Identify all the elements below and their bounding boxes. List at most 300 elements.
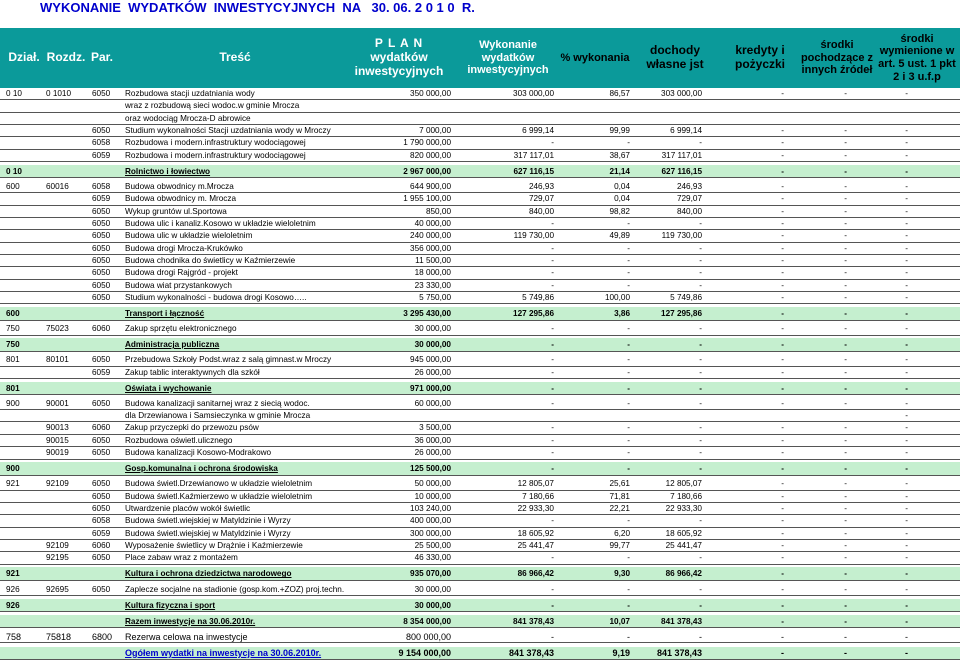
cell-plan: 30 000,00 [414,584,451,594]
cell-procent: - [627,280,630,290]
summary-row [0,307,960,321]
cell-procent: 38,67 [609,150,630,160]
cell-kredyty: - [781,340,784,350]
cell-kredyty: - [781,516,784,526]
cell-srodki-art: - [905,367,908,377]
cell-srodki-inne: - [844,280,847,290]
cell-wykonanie: - [551,340,554,350]
cell-srodki-art: - [905,231,908,241]
cell-plan: 356 000,00 [410,243,451,253]
cell-srodki-inne: - [844,126,847,136]
header-srodki-inne: środki pochodzące z innych źródeł [800,39,874,77]
cell-srodki-art: - [905,340,908,350]
cell-kredyty: - [781,324,784,334]
cell-tresc: Administracja publiczna [125,340,220,350]
cell-srodki-art: - [905,355,908,365]
cell-dzial: 900 [6,398,20,408]
cell-tresc: Budowa drogi Mrocza-Krukówko [125,243,243,253]
cell-srodki-inne: - [844,309,847,319]
cell-srodki-art: - [905,89,908,98]
cell-wykonanie: - [551,138,554,148]
cell-srodki-art: - [905,435,908,445]
cell-plan: 50 000,00 [414,479,451,489]
cell-plan: 7 000,00 [419,126,451,136]
table-row [0,280,960,292]
cell-srodki-art: - [905,150,908,160]
cell-plan: 11 500,00 [415,256,451,265]
table-row [0,447,960,459]
summary-row [0,165,960,179]
cell-plan: 30 000,00 [414,600,451,610]
cell-par: 6050 [92,398,111,408]
cell-kredyty: - [781,293,784,303]
cell-srodki-art: - [905,194,908,204]
cell-srodki-art: - [905,569,908,579]
header-srodki-art: środki wymienione w art. 5 ust. 1 pkt 2 i 3 u.f.p [878,32,956,83]
cell-procent: - [627,584,630,594]
cell-srodki-art: - [905,206,908,216]
cell-dzial: 926 [6,584,20,594]
cell-tresc: Wykup gruntów ul.Sportowa [125,206,227,216]
header-dzial: Dział. [8,50,40,65]
cell-srodki-inne: - [844,398,847,408]
cell-plan: 125 500,00 [410,464,451,474]
cell-plan: 40 000,00 [414,219,451,228]
cell-procent: - [627,631,630,642]
cell-srodki-inne: - [844,340,847,350]
cell-plan: 3 295 430,00 [403,309,451,319]
cell-plan: 26 000,00 [414,448,451,458]
cell-wykonanie: - [551,584,554,594]
cell-wykonanie: 627 116,15 [513,166,554,176]
cell-par: 6050 [92,89,111,98]
cell-srodki-inne: - [844,541,847,550]
cell-srodki-inne: - [844,231,847,241]
cell-par: 6050 [92,219,111,228]
cell-par: 6059 [92,367,111,377]
cell-dochody: - [699,243,702,253]
cell-srodki-inne: - [844,435,847,445]
cell-dochody: 841 378,43 [661,616,702,626]
cell-kredyty: - [781,355,784,365]
table-row [0,243,960,255]
cell-rozdz: 90013 [46,423,69,433]
cell-kredyty: - [781,491,784,501]
cell-srodki-art: - [905,528,908,538]
cell-dochody: - [699,340,702,350]
cell-srodki-art: - [905,309,908,319]
cell-kredyty: - [781,256,784,265]
cell-tresc: Kultura fizyczna i sport [125,600,216,610]
cell-dochody: 317 117,01 [661,150,702,160]
cell-dochody: - [699,423,702,433]
table-row [0,528,960,540]
cell-kredyty: - [781,647,784,658]
table-row [0,267,960,279]
cell-srodki-inne: - [844,355,847,365]
cell-tresc: Budowa świetl.wiejskiej w Matyldzinie i Wyrzy [125,516,291,526]
cell-wykonanie: 729,07 [528,194,554,204]
cell-srodki-art: - [905,181,908,191]
cell-tresc: Budowa kanalizacji sanitarnej wraz z siecią wodoc. [125,398,310,408]
cell-procent: - [627,464,630,474]
cell-plan: 9 154 000,00 [398,647,451,658]
cell-rozdz: 80101 [46,355,69,365]
cell-srodki-inne: - [844,569,847,579]
cell-srodki-inne: - [844,206,847,216]
cell-procent: - [627,383,630,393]
cell-rozdz: 90001 [46,398,69,408]
cell-dzial: 750 [6,324,20,334]
cell-kredyty: - [781,448,784,458]
cell-dochody: - [699,398,702,408]
cell-srodki-art: - [905,491,908,501]
cell-procent: - [627,355,630,365]
cell-srodki-art: - [905,584,908,594]
cell-tresc: oraz wodociąg Mrocza-D abrowice [125,113,251,123]
cell-kredyty: - [781,367,784,377]
cell-plan: 1 955 100,00 [403,194,451,204]
cell-dzial: 600 [6,309,20,319]
cell-procent: - [627,243,630,253]
cell-srodki-art: - [905,268,908,278]
cell-dochody: - [699,584,702,594]
cell-srodki-inne: - [844,367,847,377]
cell-par: 6050 [92,126,111,136]
table-row [0,631,960,643]
cell-procent: - [627,516,630,526]
cell-srodki-inne: - [844,491,847,501]
cell-tresc: Gosp.komunalna i ochrona środowiska [125,464,278,474]
cell-par: 6050 [92,243,111,253]
cell-wykonanie: 246,93 [528,181,554,191]
cell-procent: - [627,219,630,228]
cell-wykonanie: 317 117,01 [513,150,554,160]
cell-tresc: Studium wykonalności Stacji uzdatniania wody w Mroczy [125,126,331,136]
cell-dochody: 7 180,66 [670,491,702,501]
cell-par: 6050 [92,553,111,563]
table-row [0,478,960,490]
cell-tresc: Budowa świetl.wiejskiej w Matyldzinie i Wyrzy [125,528,291,538]
cell-wykonanie: - [551,268,554,278]
cell-wykonanie: - [551,448,554,458]
cell-srodki-art: - [905,138,908,148]
cell-wykonanie: - [551,383,554,393]
cell-procent: - [627,138,630,148]
cell-srodki-inne: - [844,268,847,278]
cell-kredyty: - [781,166,784,176]
cell-srodki-art: - [905,541,908,550]
cell-plan: 25 500,00 [414,541,451,550]
cell-procent: 98,82 [609,206,630,216]
header-plan [345,28,453,88]
summary-row [0,647,960,660]
table-row [0,255,960,267]
cell-srodki-inne: - [844,181,847,191]
header-rozdz: Rozdz. [46,50,86,65]
cell-wykonanie: - [551,280,554,290]
cell-wykonanie: - [551,324,554,334]
cell-dochody: 627 116,15 [661,166,702,176]
cell-kredyty: - [781,398,784,408]
cell-procent: 22,21 [609,504,630,513]
cell-dochody: - [699,448,702,458]
cell-plan: 400 000,00 [410,516,451,526]
cell-par: 6050 [92,584,111,594]
cell-plan: 945 000,00 [410,355,451,365]
table-row [0,193,960,205]
cell-wykonanie: 303 000,00 [513,89,554,98]
cell-par: 6058 [92,138,111,148]
table-row [0,150,960,162]
cell-tresc: Ogółem wydatki na inwestycje na 30.06.2010r. [125,647,322,658]
cell-par: 6050 [92,206,111,216]
cell-plan: 46 330,00 [414,553,451,563]
cell-par: 6050 [92,293,111,303]
table-row [0,88,960,100]
table-body [0,88,960,660]
table-row [0,367,960,379]
cell-dochody: 119 730,00 [661,231,702,241]
cell-kredyty: - [781,631,784,642]
cell-dzial: 900 [6,464,20,474]
table-row [0,354,960,366]
cell-par: 6050 [92,448,111,458]
cell-dochody: 729,07 [676,194,702,204]
summary-row [0,599,960,613]
cell-kredyty: - [781,423,784,433]
header-par: Par. [90,50,114,65]
cell-procent: - [627,367,630,377]
cell-tresc: Budowa ulic w układzie wieloletnim [125,231,253,241]
cell-srodki-inne: - [844,219,847,228]
table-row [0,100,960,112]
cell-par: 6059 [92,150,111,160]
cell-wykonanie: 25 441,47 [517,541,554,550]
cell-procent: 6,20 [614,528,630,538]
cell-tresc: Zakup tablic interaktywnych dla szkół [125,367,260,377]
cell-par: 6059 [92,528,111,538]
cell-tresc: Budowa kanalizacji Kosowo-Modrakowo [125,448,272,458]
cell-srodki-inne: - [844,600,847,610]
table-row [0,206,960,218]
cell-kredyty: - [781,268,784,278]
table-row [0,292,960,304]
cell-srodki-inne: - [844,194,847,204]
cell-kredyty: - [781,219,784,228]
cell-dochody: 18 605,92 [665,528,702,538]
cell-procent: - [627,448,630,458]
cell-plan: 1 790 000,00 [403,138,451,148]
cell-procent: 49,89 [609,231,630,241]
cell-tresc: Rozbudowa oświetl.ulicznego [125,435,233,445]
summary-row [0,338,960,352]
cell-wykonanie: 840,00 [528,206,554,216]
cell-dochody: - [699,464,702,474]
cell-par: 6050 [92,435,111,445]
cell-srodki-inne: - [844,584,847,594]
cell-dzial: 926 [6,600,20,610]
cell-tresc: Budowa wiat przystankowych [125,280,232,290]
cell-procent: 9,19 [612,647,630,658]
cell-plan: 935 070,00 [410,569,451,579]
cell-tresc: Wyposażenie świetlicy w Drążnie i Kaźmierzewie [125,541,303,550]
cell-kredyty: - [781,383,784,393]
cell-wykonanie: - [551,516,554,526]
cell-dochody: - [699,600,702,610]
cell-wykonanie: 127 295,86 [513,309,554,319]
cell-kredyty: - [781,138,784,148]
cell-srodki-art: - [905,504,908,513]
cell-procent: - [627,398,630,408]
cell-dzial: 0 10 [6,166,22,176]
cell-kredyty: - [781,206,784,216]
cell-dochody: 841 378,43 [656,647,702,658]
header-procent: % wykonania [560,51,630,64]
cell-srodki-inne: - [844,293,847,303]
cell-tresc: Zakup przyczepki do przewozu psów [125,423,259,433]
cell-plan: 800 000,00 [405,631,451,642]
cell-wykonanie: - [551,464,554,474]
cell-srodki-inne: - [844,504,847,513]
cell-procent: 25,61 [609,479,630,489]
cell-srodki-art: - [905,600,908,610]
cell-srodki-inne: - [844,528,847,538]
cell-srodki-inne: - [844,243,847,253]
cell-plan: 240 000,00 [410,231,451,241]
cell-srodki-inne: - [844,89,847,98]
cell-rozdz: 92195 [46,553,69,563]
cell-wykonanie: 18 605,92 [517,528,554,538]
table-row [0,113,960,125]
page-title: WYKONANIE WYDATKÓW INWESTYCYJNYCH NA 30. 06. 2 0 1 0 R. [40,0,475,15]
cell-dochody: - [699,355,702,365]
cell-dzial: 801 [6,355,20,365]
cell-dochody: 25 441,47 [665,541,702,550]
cell-procent: - [627,256,630,265]
cell-par: 6050 [92,355,111,365]
cell-kredyty: - [781,435,784,445]
cell-procent: - [627,340,630,350]
cell-srodki-inne: - [844,423,847,433]
cell-tresc: Razem inwestycje na 30.06.2010r. [125,616,256,626]
header-plan-top: P L A N [374,36,424,51]
cell-procent: 21,14 [609,166,630,176]
cell-dochody: - [699,138,702,148]
cell-plan: 8 354 000,00 [403,616,451,626]
cell-srodki-art: - [905,553,908,563]
cell-par: 6058 [92,181,111,191]
cell-srodki-inne: - [844,516,847,526]
cell-dochody: 303 000,00 [661,89,702,98]
cell-dochody: 6 999,14 [670,126,702,136]
cell-srodki-art: - [905,256,908,265]
cell-tresc: Studium wykonalności - budowa drogi Kosowo….. [125,293,307,303]
cell-wykonanie: - [551,600,554,610]
cell-dzial: 921 [6,569,20,579]
cell-par: 6050 [92,491,111,501]
cell-srodki-art: - [905,280,908,290]
cell-wykonanie: 5 749,86 [522,293,554,303]
cell-rozdz: 92109 [46,479,69,489]
cell-rozdz: 92109 [46,541,69,550]
table-row [0,552,960,564]
cell-procent: - [627,423,630,433]
cell-par: 6050 [92,280,111,290]
cell-tresc: Budowa obwodnicy m. Mrocza [125,194,237,204]
cell-dochody: - [699,435,702,445]
header-dochody: dochody własne jst [646,43,704,71]
cell-par: 6050 [92,504,111,513]
cell-dochody: - [699,553,702,563]
cell-plan: 10 000,00 [414,491,451,501]
table-row [0,323,960,335]
table-row [0,491,960,503]
cell-rozdz: 75818 [46,631,72,642]
summary-row [0,615,960,629]
cell-tresc: Utwardzenie placów wokół świetlic [125,504,251,513]
cell-srodki-inne: - [844,448,847,458]
cell-wykonanie: - [551,553,554,563]
cell-tresc: Place zabaw wraz z montażem [125,553,238,563]
cell-rozdz: 0 1010 [46,89,72,98]
cell-procent: - [627,435,630,445]
cell-tresc: Budowa chodnika do świetlicy w Kaźmierzewie [125,256,296,265]
cell-kredyty: - [781,600,784,610]
cell-tresc: Zaplecze socjalne na stadionie (gosp.kom.+ZOZ) proj.techn. [125,584,345,594]
cell-procent: 0,04 [614,194,630,204]
cell-tresc: wraz z rozbudową sieci wodoc.w gminie Mrocza [125,101,300,111]
cell-wykonanie: - [551,256,554,265]
header-wykonanie: Wykonanie wydatków inwestycyjnych [467,39,549,77]
cell-kredyty: - [781,464,784,474]
cell-srodki-inne: - [844,324,847,334]
cell-srodki-art: - [905,616,908,626]
cell-par: 6060 [92,423,111,433]
cell-srodki-art: - [905,448,908,458]
cell-tresc: Budowa obwodnicy m.Mrocza [125,181,234,191]
cell-dochody: - [699,280,702,290]
cell-kredyty: - [781,528,784,538]
cell-procent: - [627,324,630,334]
cell-plan: 2 967 000,00 [403,166,451,176]
cell-par: 6800 [92,631,113,642]
cell-plan: 3 500,00 [419,423,451,433]
cell-plan: 971 000,00 [410,383,451,393]
cell-dzial: 758 [6,631,22,642]
cell-dochody: 12 805,07 [665,479,702,489]
cell-plan: 850,00 [425,206,451,216]
table-row [0,218,960,230]
cell-procent: 10,07 [609,616,630,626]
cell-dochody: 127 295,86 [661,309,702,319]
cell-wykonanie: 841 378,43 [513,616,554,626]
cell-dochody: - [699,367,702,377]
cell-srodki-art: - [905,166,908,176]
cell-rozdz: 92695 [46,584,69,594]
summary-row [0,567,960,581]
cell-tresc: Oświata i wychowanie [125,383,212,393]
cell-tresc: Kultura i ochrona dziedzictwa narodowego [125,569,292,579]
cell-plan: 30 000,00 [414,340,451,350]
cell-par: 6060 [92,541,111,550]
table-row [0,435,960,447]
cell-srodki-inne: - [844,256,847,265]
cell-plan: 23 330,00 [414,280,451,290]
cell-dzial: 0 10 [6,89,22,98]
cell-srodki-art: - [905,126,908,136]
cell-tresc: Budowa drogi Rajgród - projekt [125,268,238,278]
